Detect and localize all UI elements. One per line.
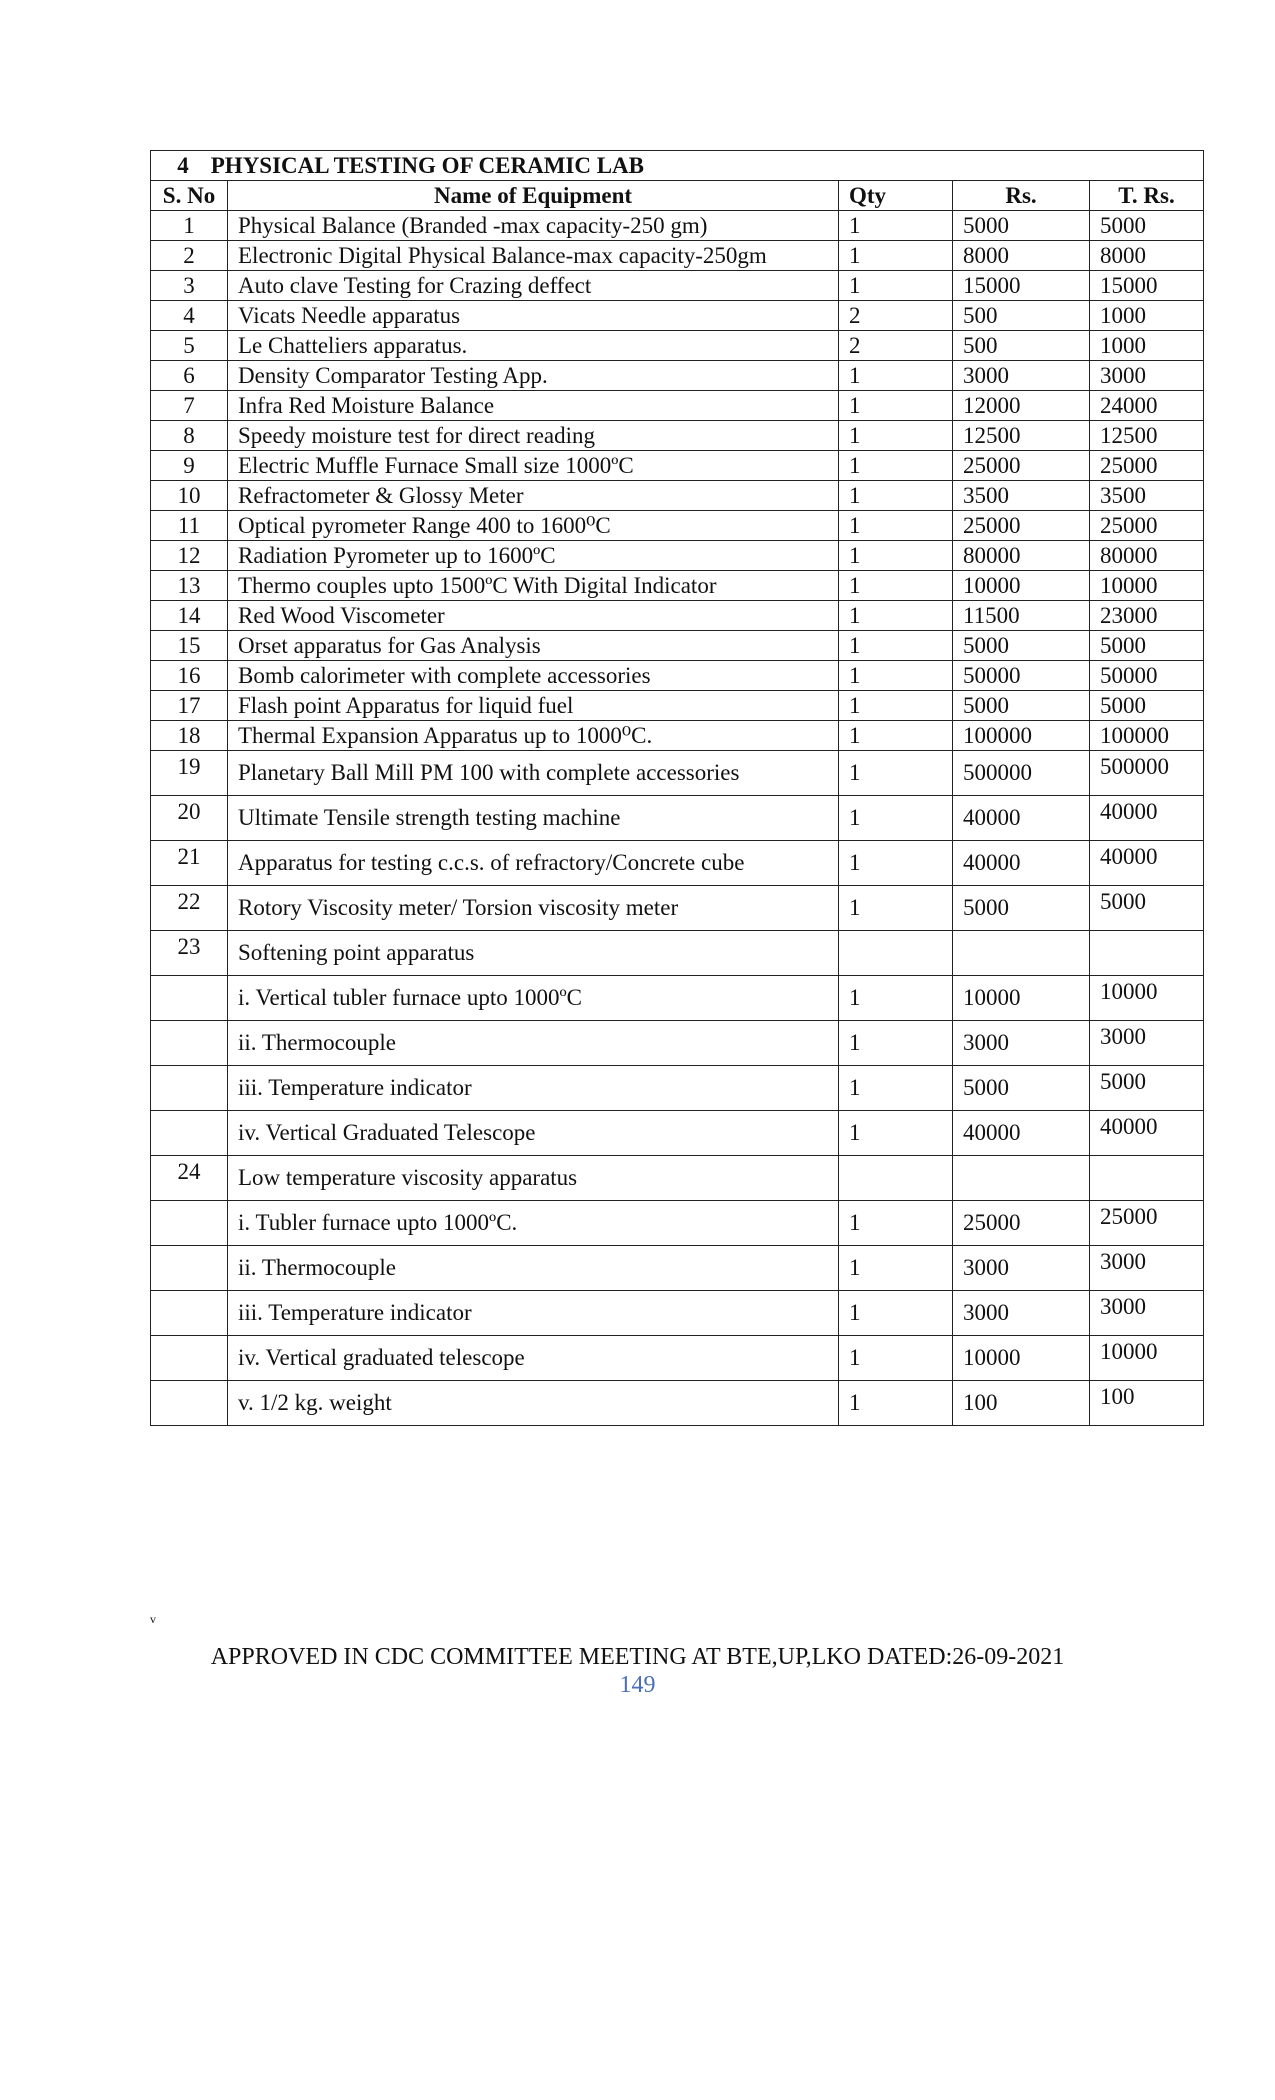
cell-total: 23000 (1090, 601, 1204, 631)
cell-sno: 15 (151, 631, 228, 661)
cell-rate: 100 (953, 1381, 1090, 1426)
cell-total: 3000 (1090, 1021, 1204, 1066)
cell-name: Vicats Needle apparatus (228, 301, 839, 331)
table-row (151, 361, 1204, 391)
cell-total: 10000 (1090, 1336, 1204, 1381)
cell-total: 12500 (1090, 421, 1204, 451)
section-title-text: PHYSICAL TESTING OF CERAMIC LAB (210, 152, 644, 178)
table-row (151, 1111, 1204, 1156)
cell-name: Physical Balance (Branded -max capacity-250 gm) (228, 211, 839, 241)
cell-qty: 1 (839, 391, 953, 421)
cell-total: 50000 (1090, 661, 1204, 691)
cell-sno: 5 (151, 331, 228, 361)
table-row (151, 241, 1204, 271)
cell-total: 3000 (1090, 1291, 1204, 1336)
cell-name: Thermal Expansion Apparatus up to 1000⁰C. (228, 721, 839, 751)
cell-qty: 1 (839, 691, 953, 721)
table-row (151, 1246, 1204, 1291)
cell-rate: 3500 (953, 481, 1090, 511)
cell-rate: 50000 (953, 661, 1090, 691)
cell-total: 10000 (1090, 976, 1204, 1021)
cell-qty: 1 (839, 661, 953, 691)
cell-rate: 3000 (953, 1291, 1090, 1336)
cell-name: i. Tubler furnace upto 1000ºC. (228, 1201, 839, 1246)
cell-sno: 14 (151, 601, 228, 631)
table-row (151, 541, 1204, 571)
cell-sno (151, 1291, 228, 1336)
cell-rate: 5000 (953, 886, 1090, 931)
cell-qty: 1 (839, 481, 953, 511)
cell-qty: 1 (839, 211, 953, 241)
cell-qty: 1 (839, 796, 953, 841)
cell-qty: 1 (839, 976, 953, 1021)
cell-sno (151, 1111, 228, 1156)
table-row (151, 421, 1204, 451)
cell-name: iv. Vertical graduated telescope (228, 1336, 839, 1381)
cell-rate: 500000 (953, 751, 1090, 796)
cell-sno: 3 (151, 271, 228, 301)
cell-rate: 5000 (953, 691, 1090, 721)
cell-rate: 15000 (953, 271, 1090, 301)
cell-total: 3500 (1090, 481, 1204, 511)
cell-qty: 1 (839, 631, 953, 661)
cell-total: 25000 (1090, 451, 1204, 481)
cell-name: Radiation Pyrometer up to 1600ºC (228, 541, 839, 571)
cell-sno: 1 (151, 211, 228, 241)
table-row (151, 481, 1204, 511)
cell-total: 100 (1090, 1381, 1204, 1426)
cell-rate: 5000 (953, 211, 1090, 241)
cell-sno: 6 (151, 361, 228, 391)
cell-total: 40000 (1090, 841, 1204, 886)
cell-qty: 1 (839, 1111, 953, 1156)
cell-sno: 4 (151, 301, 228, 331)
cell-sno (151, 1021, 228, 1066)
cell-rate: 40000 (953, 1111, 1090, 1156)
cell-name: ii. Thermocouple (228, 1246, 839, 1291)
section-title (151, 151, 1204, 181)
cell-qty: 1 (839, 1201, 953, 1246)
cell-total: 3000 (1090, 361, 1204, 391)
cell-name: i. Vertical tubler furnace upto 1000ºC (228, 976, 839, 1021)
cell-total: 15000 (1090, 271, 1204, 301)
table-row (151, 886, 1204, 931)
cell-rate: 25000 (953, 451, 1090, 481)
header-total: T. Rs. (1090, 181, 1204, 211)
margin-mark: v (150, 1612, 156, 1626)
cell-name: Speedy moisture test for direct reading (228, 421, 839, 451)
cell-qty: 1 (839, 361, 953, 391)
cell-name: iv. Vertical Graduated Telescope (228, 1111, 839, 1156)
cell-total: 5000 (1090, 1066, 1204, 1111)
cell-total: 25000 (1090, 511, 1204, 541)
cell-rate (953, 1156, 1090, 1201)
cell-rate: 12500 (953, 421, 1090, 451)
cell-rate: 12000 (953, 391, 1090, 421)
cell-sno (151, 1381, 228, 1426)
cell-rate: 10000 (953, 1336, 1090, 1381)
table-row (151, 661, 1204, 691)
cell-sno (151, 976, 228, 1021)
cell-qty: 1 (839, 721, 953, 751)
cell-sno: 7 (151, 391, 228, 421)
cell-name: Apparatus for testing c.c.s. of refractory/Concrete cube (228, 841, 839, 886)
cell-name: Red Wood Viscometer (228, 601, 839, 631)
cell-sno: 21 (151, 841, 228, 886)
cell-rate: 8000 (953, 241, 1090, 271)
cell-sno: 10 (151, 481, 228, 511)
cell-total: 24000 (1090, 391, 1204, 421)
cell-name: Flash point Apparatus for liquid fuel (228, 691, 839, 721)
cell-sno (151, 1246, 228, 1291)
cell-sno: 2 (151, 241, 228, 271)
table-row (151, 1336, 1204, 1381)
cell-qty: 1 (839, 451, 953, 481)
table-row (151, 1291, 1204, 1336)
table-row (151, 571, 1204, 601)
cell-sno: 24 (151, 1156, 228, 1201)
cell-qty: 2 (839, 331, 953, 361)
table-row (151, 796, 1204, 841)
cell-total: 5000 (1090, 211, 1204, 241)
cell-total: 5000 (1090, 691, 1204, 721)
cell-qty: 1 (839, 541, 953, 571)
cell-sno: 22 (151, 886, 228, 931)
approval-footer: APPROVED IN CDC COMMITTEE MEETING AT BTE,UP,LKO DATED:26-09-2021 (210, 1644, 1065, 1670)
cell-total: 5000 (1090, 631, 1204, 661)
cell-name: ii. Thermocouple (228, 1021, 839, 1066)
cell-qty: 1 (839, 841, 953, 886)
equipment-table (150, 150, 1204, 1426)
table-row (151, 631, 1204, 661)
table-row (151, 1201, 1204, 1246)
cell-sno: 8 (151, 421, 228, 451)
cell-sno: 20 (151, 796, 228, 841)
cell-sno: 19 (151, 751, 228, 796)
table-row (151, 391, 1204, 421)
table-row (151, 1156, 1204, 1201)
cell-sno (151, 1201, 228, 1246)
cell-total: 500000 (1090, 751, 1204, 796)
cell-name: Planetary Ball Mill PM 100 with complete accessories (228, 751, 839, 796)
header-name: Name of Equipment (228, 181, 839, 211)
cell-name: Optical pyrometer Range 400 to 1600⁰C (228, 511, 839, 541)
cell-rate: 11500 (953, 601, 1090, 631)
cell-qty (839, 1156, 953, 1201)
cell-qty: 1 (839, 886, 953, 931)
cell-total: 8000 (1090, 241, 1204, 271)
cell-total: 1000 (1090, 331, 1204, 361)
table-row (151, 1066, 1204, 1111)
cell-qty: 1 (839, 571, 953, 601)
cell-sno: 18 (151, 721, 228, 751)
cell-qty: 1 (839, 1336, 953, 1381)
cell-qty: 1 (839, 1381, 953, 1426)
cell-total: 10000 (1090, 571, 1204, 601)
cell-sno: 17 (151, 691, 228, 721)
cell-name: Le Chatteliers apparatus. (228, 331, 839, 361)
table-row (151, 841, 1204, 886)
table-row (151, 721, 1204, 751)
cell-sno (151, 1066, 228, 1111)
cell-total: 3000 (1090, 1246, 1204, 1291)
cell-qty (839, 931, 953, 976)
cell-qty: 1 (839, 1066, 953, 1111)
header-row (151, 181, 1204, 211)
table-row (151, 301, 1204, 331)
cell-name: Rotory Viscosity meter/ Torsion viscosity meter (228, 886, 839, 931)
table-row (151, 751, 1204, 796)
cell-total: 5000 (1090, 886, 1204, 931)
cell-total: 1000 (1090, 301, 1204, 331)
cell-qty: 1 (839, 601, 953, 631)
table-row (151, 511, 1204, 541)
cell-total (1090, 931, 1204, 976)
cell-total: 40000 (1090, 796, 1204, 841)
section-number: 4 (177, 152, 189, 178)
cell-name: Softening point apparatus (228, 931, 839, 976)
cell-sno: 13 (151, 571, 228, 601)
cell-rate: 25000 (953, 1201, 1090, 1246)
cell-name: Ultimate Tensile strength testing machine (228, 796, 839, 841)
header-rate: Rs. (953, 181, 1090, 211)
cell-total: 25000 (1090, 1201, 1204, 1246)
cell-sno: 11 (151, 511, 228, 541)
cell-qty: 1 (839, 271, 953, 301)
cell-rate: 3000 (953, 361, 1090, 391)
page-number: 149 (619, 1672, 656, 1698)
cell-rate: 5000 (953, 1066, 1090, 1111)
cell-name: Auto clave Testing for Crazing deffect (228, 271, 839, 301)
cell-total: 40000 (1090, 1111, 1204, 1156)
cell-name: Refractometer & Glossy Meter (228, 481, 839, 511)
table-row (151, 211, 1204, 241)
table-row (151, 1021, 1204, 1066)
cell-qty: 1 (839, 1246, 953, 1291)
cell-qty: 1 (839, 241, 953, 271)
cell-rate: 500 (953, 331, 1090, 361)
cell-rate: 40000 (953, 796, 1090, 841)
cell-name: Density Comparator Testing App. (228, 361, 839, 391)
cell-rate: 3000 (953, 1021, 1090, 1066)
header-qty: Qty (839, 181, 953, 211)
cell-qty: 1 (839, 511, 953, 541)
cell-sno: 16 (151, 661, 228, 691)
cell-total (1090, 1156, 1204, 1201)
table-row (151, 931, 1204, 976)
cell-total: 100000 (1090, 721, 1204, 751)
table-row (151, 976, 1204, 1021)
cell-rate: 40000 (953, 841, 1090, 886)
cell-name: v. 1/2 kg. weight (228, 1381, 839, 1426)
cell-rate: 10000 (953, 976, 1090, 1021)
table-row (151, 1381, 1204, 1426)
cell-rate (953, 931, 1090, 976)
cell-rate: 5000 (953, 631, 1090, 661)
cell-qty: 1 (839, 1291, 953, 1336)
cell-sno: 9 (151, 451, 228, 481)
cell-sno: 23 (151, 931, 228, 976)
table-row (151, 331, 1204, 361)
cell-total: 80000 (1090, 541, 1204, 571)
table-row (151, 601, 1204, 631)
cell-name: iii. Temperature indicator (228, 1291, 839, 1336)
cell-qty: 1 (839, 1021, 953, 1066)
cell-rate: 10000 (953, 571, 1090, 601)
cell-name: Low temperature viscosity apparatus (228, 1156, 839, 1201)
cell-qty: 2 (839, 301, 953, 331)
cell-name: Infra Red Moisture Balance (228, 391, 839, 421)
cell-qty: 1 (839, 751, 953, 796)
cell-name: iii. Temperature indicator (228, 1066, 839, 1111)
section-title-row (151, 151, 1204, 181)
cell-name: Bomb calorimeter with complete accessories (228, 661, 839, 691)
cell-rate: 100000 (953, 721, 1090, 751)
cell-sno (151, 1336, 228, 1381)
cell-name: Orset apparatus for Gas Analysis (228, 631, 839, 661)
header-sno: S. No (151, 181, 228, 211)
cell-qty: 1 (839, 421, 953, 451)
cell-rate: 25000 (953, 511, 1090, 541)
table-row (151, 271, 1204, 301)
cell-rate: 80000 (953, 541, 1090, 571)
cell-name: Electronic Digital Physical Balance-max capacity-250gm (228, 241, 839, 271)
cell-name: Thermo couples upto 1500ºC With Digital Indicator (228, 571, 839, 601)
cell-sno: 12 (151, 541, 228, 571)
cell-rate: 3000 (953, 1246, 1090, 1291)
cell-rate: 500 (953, 301, 1090, 331)
table-row (151, 451, 1204, 481)
table-row (151, 691, 1204, 721)
cell-name: Electric Muffle Furnace Small size 1000ºC (228, 451, 839, 481)
